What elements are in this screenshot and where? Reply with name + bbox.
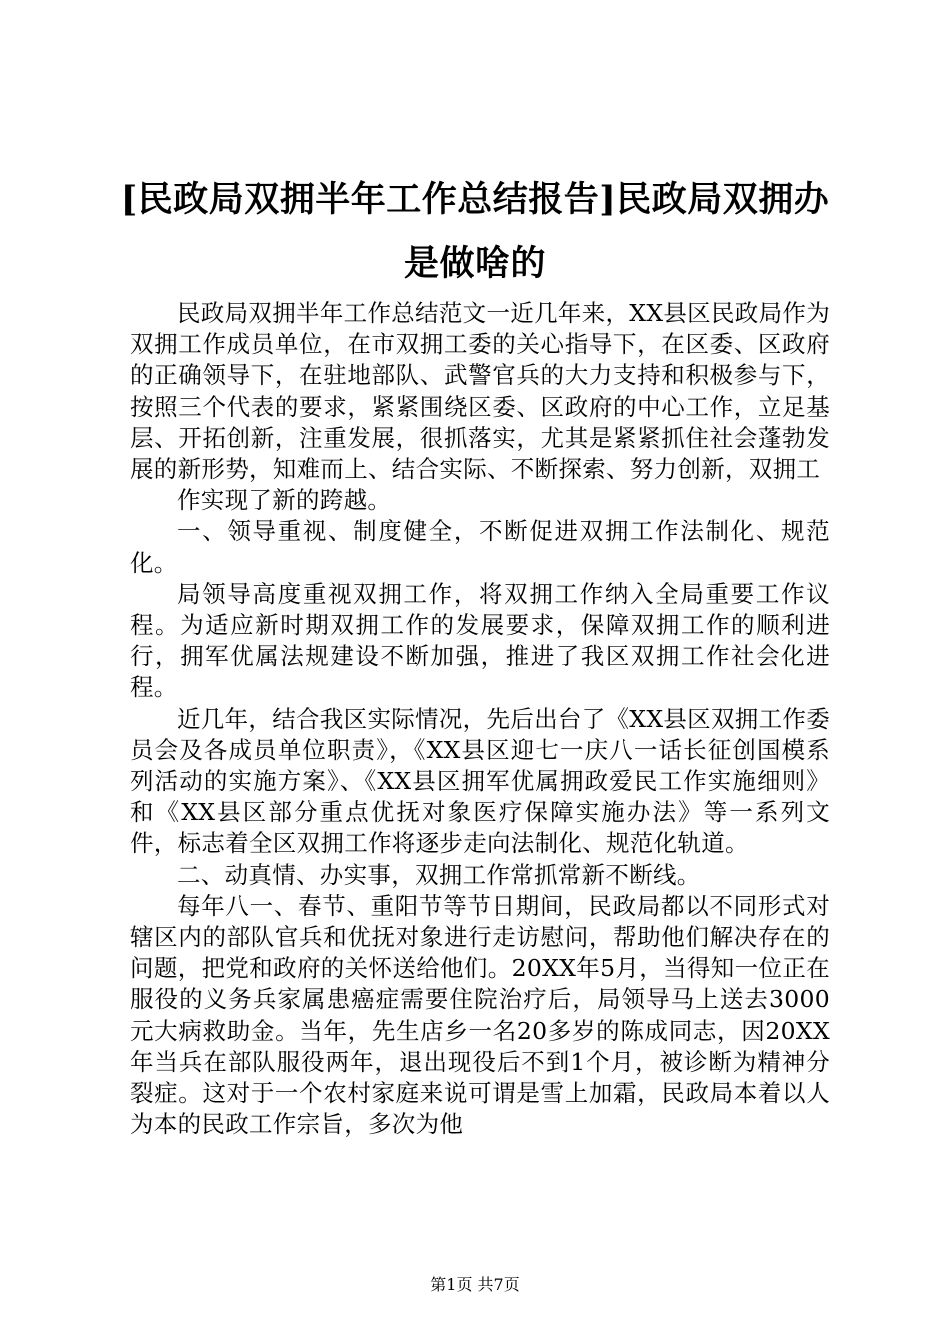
paragraph: 每年八一、春节、重阳节等节日期间，民政局都以不同形式对辖区内的部队官兵和优抚对象进行走访慰问，帮助他们解决存在的问题，把党和政府的关怀送给他们。20XX年5月，当得知一位正在服役的义务兵家属患癌症需要住院治疗后，局领导马上送去3000元大病救助金。当年，先生店乡一名20多岁的陈成同志，因20XX年当兵在部队服役两年，退出现役后不到1个月，被诊断为精神分裂症。这对于一个农村家庭来说可谓是雪上加霜，民政局本着以人为本的民政工作宗旨，多次为他 xyxy=(130,891,830,1139)
document-body xyxy=(130,298,830,1140)
paragraph: 民政局双拥半年工作总结范文一近几年来，XX县区民政局作为双拥工作成员单位，在市双拥工委的关心指导下，在区委、区政府的正确领导下，在驻地部队、武警官兵的大力支持和积极参与下，按照三个代表的要求，紧紧围绕区委、区政府的中心工作，立足基层、开拓创新，注重发展，很抓落实，尤其是紧紧抓住社会蓬勃发展的新形势，知难而上、结合实际、不断探索、努力创新，双拥工 xyxy=(130,299,830,484)
paragraph: 作实现了新的跨越。 xyxy=(177,486,392,515)
section-heading: 一、领导重视、制度健全，不断促进双拥工作法制化、规范化。 xyxy=(130,517,830,577)
paragraph: 局领导高度重视双拥工作，将双拥工作纳入全局重要工作议程。为适应新时期双拥工作的发展要求，保障双拥工作的顺利进行，拥军优属法规建设不断加强，推进了我区双拥工作社会化进程。 xyxy=(130,579,830,702)
page-number-footer: 第1页 共7页 xyxy=(430,1275,520,1294)
section-heading: 二、动真情、办实事，双拥工作常抓常新不断线。 xyxy=(177,860,701,889)
paragraph: 近几年，结合我区实际情况，先后出台了《XX县区双拥工作委员会及各成员单位职责》，《XX县区迎七一庆八一话长征创国模系列活动的实施方案》、《XX县区拥军优属拥政爱民工作实施细则》和《XX县区部分重点优抚对象医疗保障实施办法》等一系列文件，标志着全区双拥工作将逐步走向法制化、规范化轨道。 xyxy=(130,704,830,858)
document-title: [民政局双拥半年工作总结报告]民政局双拥办是做啥的 xyxy=(120,179,830,284)
